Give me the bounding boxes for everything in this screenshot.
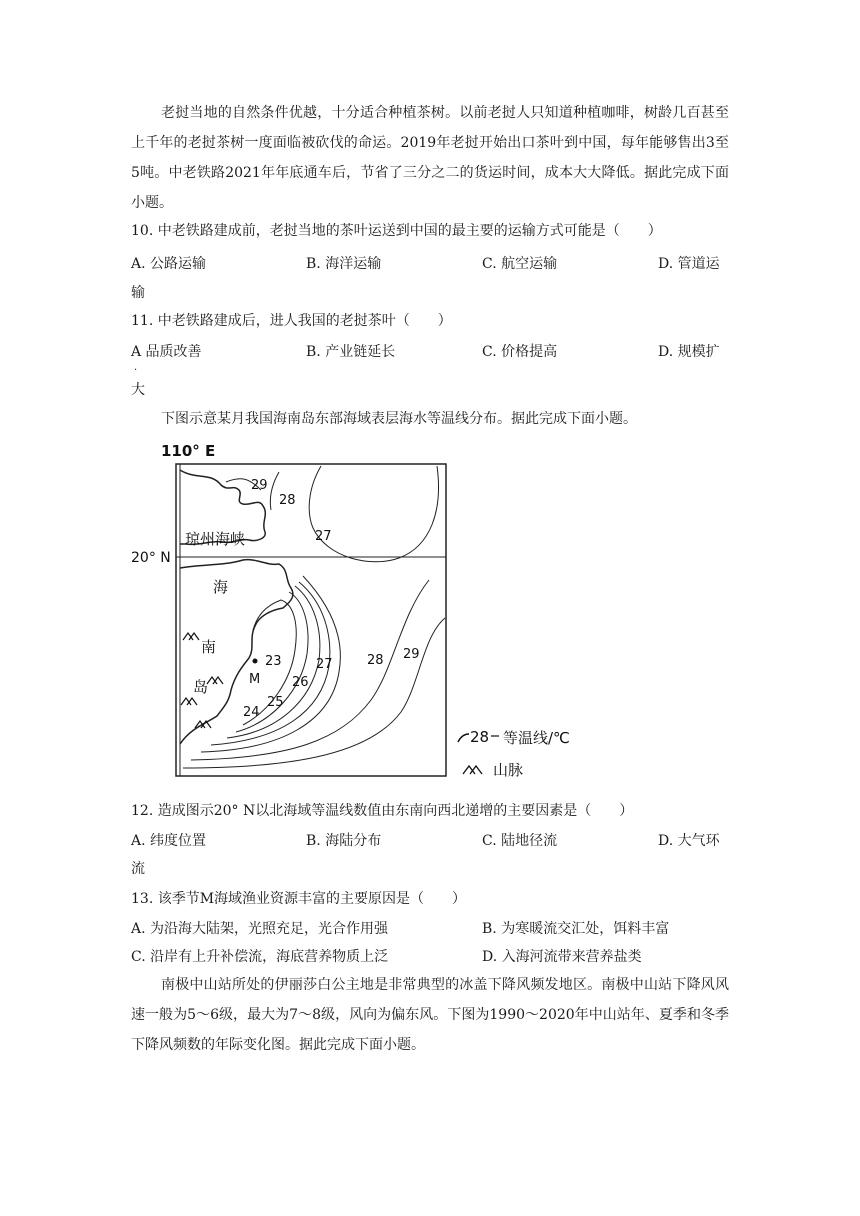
sea-label: 海 (213, 578, 229, 596)
isotherm-label: 28 (367, 653, 384, 668)
isotherm-28-north (270, 472, 279, 510)
isotherm-label: 29 (403, 647, 420, 662)
map-legend (455, 722, 615, 782)
q13-option-a[interactable]: A. 为沿海大陆架，光照充足，光合作用强 (131, 921, 389, 937)
passage-antarctic-wind: 南极中山站所处的伊丽莎白公主地是非常典型的冰盖下降风频发地区。南极中山站下降风风速一般为5～6级，最大为7～8级，风向为偏东风。下图为1990～2020年中山站年、夏季和冬季下降风频数的年际变化图。据此完成下面小题。 (131, 977, 729, 1053)
q12-option-c[interactable]: C. 陆地径流 (482, 833, 558, 849)
q11-option-a[interactable]: A 品质改善 (131, 344, 202, 360)
isotherm-label: 26 (292, 675, 309, 690)
island-label-2: 岛 (193, 678, 209, 696)
q11-option-d-overflow: 大 (131, 382, 145, 398)
q10-option-b[interactable]: B. 海洋运输 (306, 256, 382, 272)
q13-option-d[interactable]: D. 入海河流带来营养盐类 (482, 949, 642, 965)
q12-option-d-overflow: 流 (131, 861, 145, 877)
question-13-stem: 13. 该季节M海域渔业资源丰富的主要原因是（ ） (131, 891, 467, 907)
isotherm-label: 27 (315, 529, 332, 544)
legend-mountain-label: 山脉 (493, 761, 524, 779)
q12-option-d[interactable]: D. 大气环 (658, 833, 720, 849)
point-m-marker (253, 659, 258, 664)
latitude-label: 20° N (131, 550, 171, 566)
passage-laos-tea: 老挝当地的自然条件优越，十分适合种植茶树。以前老挝人只知道种植咖啡，树龄几百甚至上千年的老挝茶树一度面临被砍伐的命运。2019年老挝开始出口茶叶到中国，每年能够售出3至5吨。中老铁路2021年年底通车后，节省了三分之二的货运时间，成本大大降低。据此完成下面小题。 (131, 105, 729, 211)
q12-option-a[interactable]: A. 纬度位置 (131, 833, 207, 849)
question-11-stem: 11. 中老铁路建成后，进人我国的老挝茶叶（ ） (131, 313, 452, 329)
q11-option-d[interactable]: D. 规模扩 (658, 344, 720, 360)
island-label-1: 南 (201, 638, 217, 656)
question-12-stem: 12. 造成图示20° N以北海域等温线数值由东南向西北递增的主要因素是（ ） (131, 803, 634, 819)
q12-option-b[interactable]: B. 海陆分布 (306, 833, 382, 849)
isotherm-label: 23 (265, 654, 282, 669)
isotherm-28-south (191, 580, 429, 760)
point-m-label: M (249, 672, 261, 687)
q11-option-c[interactable]: C. 价格提高 (482, 344, 558, 360)
isotherm-27-north (309, 466, 438, 562)
passage-hainan-isotherms: 下图示意某月我国海南岛东部海域表层海水等温线分布。据此完成下面小题。 (161, 411, 637, 427)
strait-label: 琼州海峡 (185, 530, 246, 548)
q10-option-a[interactable]: A. 公路运输 (131, 256, 207, 272)
isotherm-label: 28 (279, 493, 296, 508)
q10-option-d[interactable]: D. 管道运 (658, 256, 720, 272)
q10-option-d-overflow: 输 (131, 285, 145, 301)
q13-option-b[interactable]: B. 为寒暖流交汇处，饵料丰富 (482, 921, 670, 937)
legend-isotherm-value: 28 (470, 728, 490, 746)
map-frame (176, 464, 446, 776)
hainan-coast (180, 560, 293, 744)
longitude-label: 110° E (161, 442, 216, 460)
legend-isotherm-label: 等温线/℃ (503, 729, 570, 747)
isotherm-label: 25 (267, 695, 284, 710)
isotherm-label: 24 (243, 705, 260, 720)
isotherm-label: 27 (316, 657, 333, 672)
q11-option-b[interactable]: B. 产业链延长 (306, 344, 396, 360)
mountain-legend-icon (463, 766, 482, 774)
q13-option-c[interactable]: C. 沿岸有上升补偿流，海底营养物质上泛 (131, 949, 389, 965)
isotherm-legend-line (458, 734, 469, 742)
q10-option-c[interactable]: C. 航空运输 (482, 256, 558, 272)
dot-mark: · (134, 365, 138, 376)
isotherm-label: 29 (251, 478, 268, 493)
hainan-isotherm-map (131, 440, 461, 785)
question-10-stem: 10. 中老铁路建成前，老挝当地的茶叶运送到中国的最主要的运输方式可能是（ ） (131, 223, 662, 239)
isotherm-29-south (183, 618, 445, 768)
